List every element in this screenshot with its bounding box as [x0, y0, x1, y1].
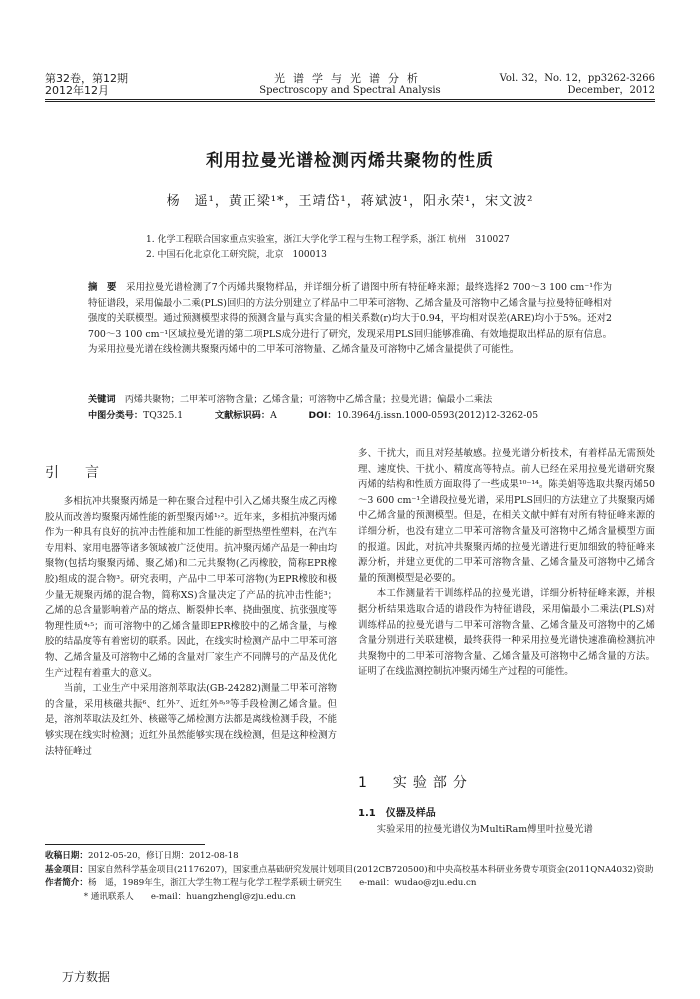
keywords-label: 关键词 [88, 394, 116, 405]
footnote-rule [45, 844, 205, 845]
bio-label: 作者简介： [45, 878, 88, 888]
header-rule [45, 99, 655, 100]
intro-body [45, 494, 337, 759]
journal-title-en: Spectroscopy and Spectral Analysis [259, 85, 441, 96]
right-column-body [358, 446, 655, 680]
volume-pages: Vol. 32，No. 12，pp3262-3266 [499, 73, 655, 84]
footnotes [45, 850, 655, 904]
right-paragraph-2: 本工作测量若干训练样品的拉曼光谱，详细分析特征峰来源，并根据分析结果选取合适的谱段作为特征谱段，采用偏最小二乘法(PLS)对训练样品的拉曼光谱与二甲苯可溶物含量、乙烯含量及可溶物中的乙烯含量分别进行关联建模，最终获得一种采用拉曼光谱快速准确检测抗冲共聚物中的二甲苯可溶物含量、乙烯含量及可溶物中乙烯含量的方法。证明了在线监测控制抗冲聚丙烯生产过程的可能性。 [358, 588, 655, 678]
subsection-heading-instruments: 1.1 仪器及样品 [358, 808, 436, 819]
intro-paragraph-2: 当前，工业生产中采用溶剂萃取法(GB-24282)测量二甲苯可溶物的含量，采用核磁共振⁶、红外⁷、近红外⁸˒⁹等手段检测乙烯含量。但是，溶剂萃取法及红外、核磁等乙烯检测方法都是离线检测手段，不能够实现在线实时检测；近红外虽然能够实现在线检测，但是这种检测方法特征峰过 [45, 683, 337, 757]
journal-title-cn: 光谱学与光谱分析 [274, 72, 426, 85]
doi-value: 10.3964/j.issn.1000-0593(2012)12-3262-05 [336, 410, 539, 421]
doi-label: DOI： [308, 410, 337, 421]
journal-volume-info [45, 73, 128, 97]
watermark: 万方数据 [62, 970, 111, 984]
received-dates [45, 850, 655, 864]
volume-issue: 第32卷，第12期 [45, 72, 128, 85]
received-text: 2012-05-20，修订日期：2012-08-18 [87, 851, 239, 861]
doc-code-label: 文献标识码： [214, 410, 271, 421]
fund-label: 基金项目： [45, 864, 88, 875]
clc-label: 中图分类号： [88, 410, 144, 421]
abstract-label: 摘 要 [88, 282, 117, 293]
section-heading-experimental: 1 实验部分 [358, 775, 473, 791]
clc-value: TQ325.1 [143, 410, 184, 421]
doc-code-value: A [270, 410, 277, 421]
paper-title: 利用拉曼光谱检测丙烯共聚物的性质 [206, 151, 494, 171]
journal-volume-info-en [500, 73, 655, 97]
fund-text: 国家自然科学基金项目(21176207)，国家重点基础研究发展计划项目(2012CB720500)和中央高校基本科研业务费专项资金(2011QNA4032)资助 [87, 864, 654, 875]
publication-date: 2012年12月 [45, 84, 109, 97]
classification-line [88, 408, 640, 423]
intro-paragraph-1: 多相抗冲共聚聚丙烯是一种在聚合过程中引入乙烯共聚生成乙丙橡胶从而改善均聚聚丙烯性能的新型聚丙烯¹˒²。近年来，多相抗冲聚丙烯作为一种具有良好的抗冲击性能和加工性能的新型热塑性塑料，在汽车专用料、家用电器等诸多领域被广泛使用。抗冲聚丙烯产品是一种由均聚物(包括均聚聚丙烯、聚乙烯)和二元共聚物(乙丙橡胶，简称EPR橡胶)组成的混合物³。研究表明，产品中二甲苯可溶物(为EPR橡胶和极少量无规聚丙烯的混合物，简称XS)含量决定了产品的抗冲击性能³；乙烯的总含量影响着产品的熔点、断裂伸长率、挠曲强度、抗张强度等物理性质⁴˒⁵；而可溶物中的乙烯含量即EPR橡胶中的乙烯含量，与橡胶的结晶度等有着密切的联系。因此，在线实时检测产品中二甲苯可溶物、乙烯含量及可溶物中乙烯的含量对厂家生产不同牌号的产品及优化生产过程有着重大的意义。 [45, 496, 337, 679]
corresponding-author: * 通讯联系人 e-mail：huangzhengl@zju.edu.cn [83, 891, 296, 902]
journal-title [230, 73, 470, 97]
right-paragraph-1: 多、干扰大，而且对羟基敏感。拉曼光谱分析技术，有着样品无需预处理、速度快、干扰小、精度高等特点。前人已经在采用拉曼光谱研究聚丙烯的结构和性质方面取得了一些成果¹⁰⁻¹⁴。陈美娟等选取共聚丙烯50～3 600 cm⁻¹全谱段拉曼光谱，采用PLS回归的方法建立了共聚聚丙烯中乙烯含量的预测模型。但是，在相关文献中鲜有对所有特征峰来源的详细分析，也没有建立二甲苯可溶物含量及可溶物中乙烯含量模型方面的报道。因此，对抗冲共聚聚丙烯的拉曼光谱进行更加细致的特征峰来源分析，并建立更优的二甲苯可溶物含量、乙烯含量及可溶物中乙烯含量的预测模型是必要的。 [358, 448, 655, 584]
keywords [88, 392, 640, 407]
right-paragraph-3: 实验采用的拉曼光谱仪为MultiRam傅里叶拉曼光谱 [376, 824, 593, 835]
abstract [88, 280, 612, 358]
author-bio [45, 877, 655, 891]
affiliation-2: 2. 中国石化北京化工研究院，北京 100013 [146, 250, 327, 260]
keywords-text: 丙烯共聚物；二甲苯可溶物含量；乙烯含量；可溶物中乙烯含量；拉曼光谱；偏最小二乘法 [124, 394, 493, 405]
right-column-last [358, 822, 655, 838]
header-rule-thin [45, 101, 655, 102]
received-label: 收稿日期： [45, 851, 88, 861]
affiliation-1: 1. 化学工程联合国家重点实验室，浙江大学化学工程与生物工程学系，浙江 杭州 310027 [146, 235, 510, 245]
funding [45, 864, 655, 878]
abstract-text: 采用拉曼光谱检测了7个丙烯共聚物样品，并详细分析了谱图中所有特征峰来源；最终选择2 700～3 100 cm⁻¹作为特征谱段，采用偏最小二乘(PLS)回归的方法分别建立了样品中二甲苯可溶物、乙烯含量及可溶物中乙烯含量与拉曼特征峰相对强度的关联模型。通过预测模型求得的预测含量与真实含量的相关系数(r)均大于0.94，平均相对误差(ARE)均小于5%。还对2 700～3 100 cm⁻¹区域拉曼光谱的第二项PLS成分进行了研究，发现采用PLS回归能够准确、有效地提取出样品的原有信息。为采用拉曼光谱在线检测共聚聚丙烯中的二甲苯可溶物量、乙烯含量及可溶物中乙烯含量提供了可能性。 [88, 282, 612, 356]
bio-text: 杨 遥，1989年生，浙江大学生物工程与化学工程学系硕士研究生 e-mail：wudao@zju.edu.cn [87, 878, 477, 888]
publication-date-en: December，2012 [567, 85, 655, 96]
author-list: 杨 遥¹，黄正梁¹*，王靖岱¹，蒋斌波¹，阳永荣¹，宋文波² [166, 194, 534, 209]
intro-heading: 引 言 [45, 465, 105, 481]
